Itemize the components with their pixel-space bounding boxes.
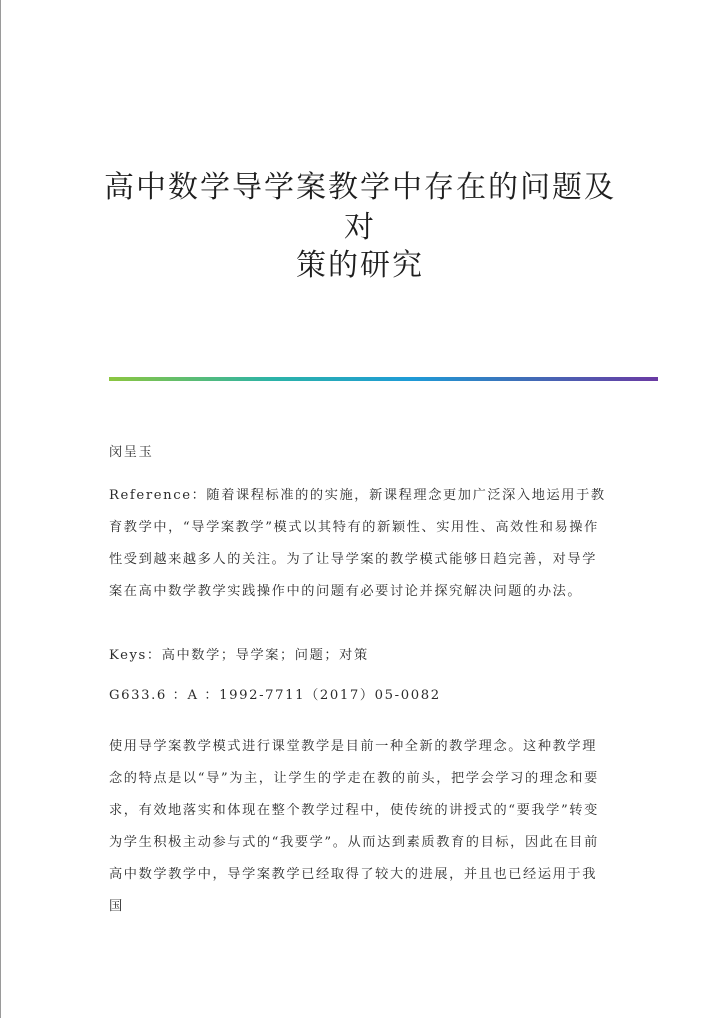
- title-line-1: 高中数学导学案教学中存在的问题及对: [104, 170, 616, 245]
- title-line-2: 策的研究: [296, 248, 424, 283]
- body-paragraph: 使用导学案教学模式进行课堂教学是目前一种全新的教学理念。这种教学理念的特点是以“导”为主，让学生的学走在教的前头，把学会学习的理念和要求，有效地落实和体现在整个教学过程中，使传统的讲授式的“要我学”转变为学生积极主动参与式的“我要学”。从而达到素质教育的目标，因此在目前高中数学教学中，导学案教学已经取得了较大的进展，并且也已经运用于我国: [109, 739, 599, 914]
- page-left-edge: [0, 0, 1, 1018]
- abstract-label: Reference：: [109, 488, 207, 503]
- keywords-label: Keys：: [109, 648, 162, 663]
- gradient-divider: [109, 377, 658, 381]
- author-name: 闵呈玉: [109, 445, 154, 460]
- abstract-text: 随着课程标准的的实施，新课程理念更加广泛深入地运用于教育教学中，“导学案教学”模式以其特有的新颖性、实用性、高效性和易操作性受到越来越多人的关注。为了让导学案的教学模式能够日趋完善，对导学案在高中数学教学实践操作中的问题有必要讨论并探究解决问题的办法。: [109, 488, 606, 599]
- keywords-line: [109, 640, 609, 672]
- classification-line: G633.6 ：A ：1992-7711（2017）05-0082: [109, 688, 441, 703]
- keywords-text: 高中数学；导学案；问题；对策: [161, 648, 369, 663]
- abstract-paragraph: [109, 480, 609, 608]
